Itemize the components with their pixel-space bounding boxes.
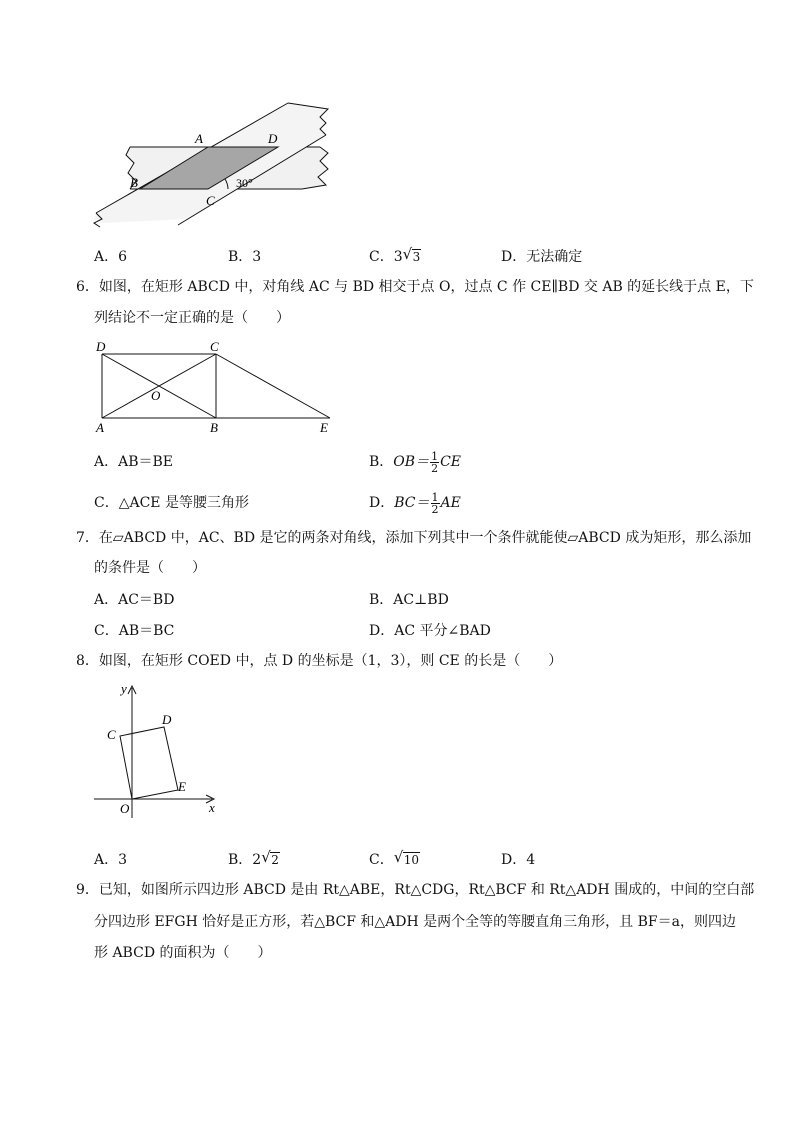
label-E: E (320, 420, 328, 435)
q7-stem-line-2: 的条件是（ ） (94, 560, 206, 576)
q7-option-d: D．AC 平分∠BAD (369, 623, 491, 639)
q9-stem-line-3: 形 ABCD 的面积为（ ） (94, 945, 272, 961)
label-O: O (120, 801, 130, 816)
figure-rectangle-abcd (90, 336, 340, 436)
label-B: B (210, 420, 218, 435)
q6-option-c: C．△ACE 是等腰三角形 (94, 495, 249, 511)
q7-stem-line-1: 7．在▱ABCD 中，AC、BD 是它的两条对角线，添加下列其中一个条件就能使▱ABCD 成为矩形，那么添加 (76, 530, 752, 546)
q5-option-c-radicand: 3 (412, 250, 421, 264)
q5-option-b: B．3 (228, 249, 262, 265)
label-y: y (121, 681, 127, 696)
label-A: A (195, 131, 203, 146)
q9-stem-line-1: 9．已知，如图所示四边形 ABCD 是由 Rt△ABE，Rt△CDG，Rt△BCF 和 Rt△ADH 围成的，中间的空白部 (76, 882, 755, 898)
q5-option-c: C．3 √ 3 (369, 245, 421, 265)
q5-option-d: D．无法确定 (501, 249, 583, 265)
label-O: O (151, 388, 161, 403)
q9-stem-line-2: 分四边形 EFGH 恰好是正方形，若△BCF 和△ADH 是两个全等的等腰直角三角形，且 BF＝a，则四边 (94, 914, 736, 930)
label-D: D (268, 131, 278, 146)
figure-parallel-strips (88, 95, 338, 235)
q7-option-c: C．AB＝BC (94, 623, 175, 639)
q8-stem-line-1: 8．如图，在矩形 COED 中，点 D 的坐标是（1，3），则 CE 的长是（ ） (76, 653, 563, 669)
q8-option-c: C． √ 10 (369, 848, 419, 868)
label-C: C (206, 193, 215, 208)
q6-stem-line-1: 6．如图，在矩形 ABCD 中，对角线 AC 与 BD 相交于点 O，过点 C 作 CE∥BD 交 AB 的延长线于点 E，下 (76, 279, 754, 295)
q6-stem-line-2: 列结论不一定正确的是（ ） (94, 310, 290, 326)
label-E: E (178, 779, 186, 794)
q7-option-b: B．AC⊥BD (369, 592, 449, 608)
q8-option-a: A．3 (94, 852, 128, 868)
label-x: x (209, 800, 215, 815)
label-D: D (96, 339, 106, 354)
q6-option-d: D．BC＝ $\frac{1}{2}$ AE (369, 490, 461, 516)
label-C: C (107, 727, 116, 742)
label-D: D (162, 712, 172, 727)
q6-option-b: B．OB＝ $\frac{1}{2}$ CE (369, 449, 461, 475)
figure-rectangle-coed (90, 680, 230, 820)
q7-option-a: A．AC＝BD (94, 592, 175, 608)
label-A: A (96, 420, 104, 435)
label-B: B (130, 175, 138, 190)
q8-option-b: B．2 √ 2 (228, 848, 279, 868)
q5-option-a: A．6 (94, 249, 128, 265)
q5-option-c-prefix: C．3 (369, 249, 403, 265)
label-angle: 30° (236, 176, 253, 190)
q6-option-a: A．AB＝BE (94, 454, 174, 470)
label-C: C (210, 339, 219, 354)
q8-option-d: D．4 (501, 852, 536, 868)
